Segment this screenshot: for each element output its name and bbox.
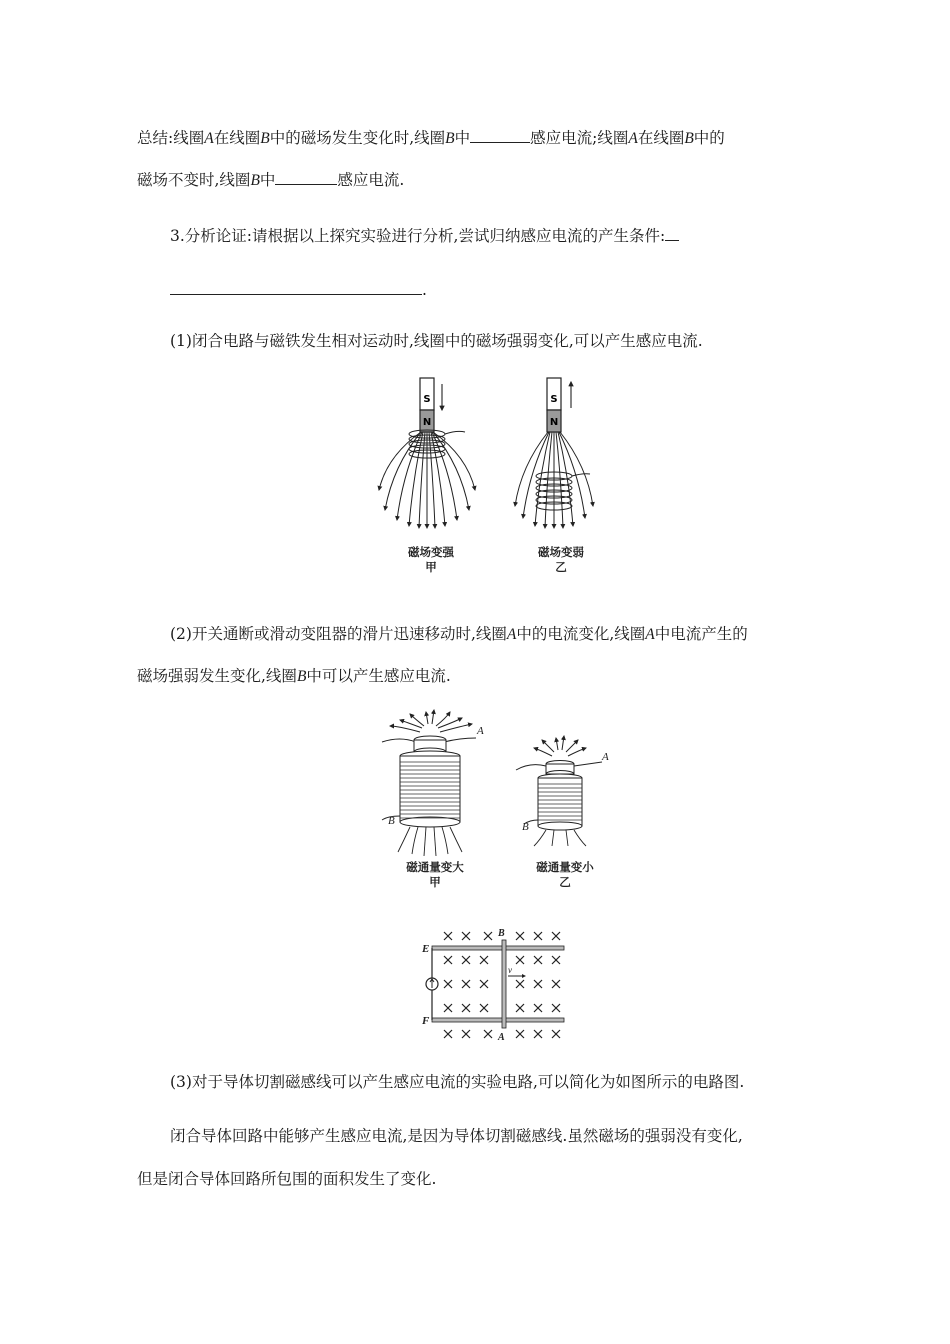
analysis-question: 3.分析论证:请根据以上探究实验进行分析,尝试归纳感应电流的产生条件:: [170, 226, 679, 246]
figure1-right-caption: 磁场变弱 乙: [538, 545, 584, 574]
svg-text:N: N: [549, 417, 559, 428]
svg-text:v: v: [508, 965, 512, 975]
coil-left-big: [382, 710, 484, 827]
summary-line-1: 总结:线圈A在线圈B中的磁场发生变化时,线圈B中 感应电流;线圈A在线圈B中的: [137, 129, 725, 147]
circuit-rails: [432, 940, 564, 1028]
svg-text:A: A: [498, 1032, 505, 1043]
answer-blank-1[interactable]: [470, 128, 530, 143]
field-lines-right: [515, 432, 593, 528]
conclusion-line-2: 但是闭合导体回路所包围的面积发生了变化.: [137, 1170, 437, 1188]
coil-right: [536, 472, 590, 510]
svg-text:F: F: [422, 1015, 430, 1027]
velocity-arrow: [508, 965, 526, 978]
svg-text:A: A: [477, 725, 484, 737]
figure2-left-caption: 磁通量变大 甲: [406, 860, 464, 889]
field-lines-left: [379, 432, 475, 528]
figure1-left-caption: 磁场变强 甲: [408, 545, 454, 574]
magnet-coil-figure: [385, 378, 625, 548]
case1-text: (1)闭合电路与磁铁发生相对运动时,线圈中的磁场强弱变化,可以产生感应电流.: [170, 332, 703, 350]
analysis-answer-line: .: [170, 280, 427, 300]
magnet-right: [547, 378, 571, 432]
magnet-left: [420, 378, 442, 432]
case3-text: (3)对于导体切割磁感线可以产生感应电流的实验电路,可以简化为如图所示的电路图.: [170, 1073, 745, 1091]
svg-text:N: N: [422, 417, 432, 428]
svg-text:B: B: [388, 815, 395, 827]
svg-text:S: S: [550, 394, 558, 405]
svg-text:A: A: [602, 751, 609, 763]
figure2-right-caption: 磁通量变小 乙: [536, 860, 594, 889]
case2-line-1: (2)开关通断或滑动变阻器的滑片迅速移动时,线圈A中的电流变化,线圈A中电流产生的: [170, 625, 748, 643]
answer-blank-4[interactable]: [170, 280, 422, 295]
summary-line-2: 磁场不变时,线圈B中 感应电流.: [137, 171, 405, 189]
svg-text:E: E: [422, 943, 430, 955]
svg-text:S: S: [423, 394, 431, 405]
svg-text:B: B: [522, 821, 529, 833]
circuit-figure: [420, 924, 570, 1044]
coil-a-b-figure: [380, 712, 620, 862]
conclusion-line-1: 闭合导体回路中能够产生感应电流,是因为导体切割磁感线.虽然磁场的强弱没有变化,: [170, 1127, 743, 1145]
answer-blank-2[interactable]: [275, 170, 337, 185]
svg-text:B: B: [498, 928, 505, 939]
galvanometer-icon: [426, 978, 438, 990]
case2-line-2: 磁场强弱发生变化,线圈B中可以产生感应电流.: [137, 667, 451, 685]
answer-blank-3[interactable]: [665, 226, 679, 241]
